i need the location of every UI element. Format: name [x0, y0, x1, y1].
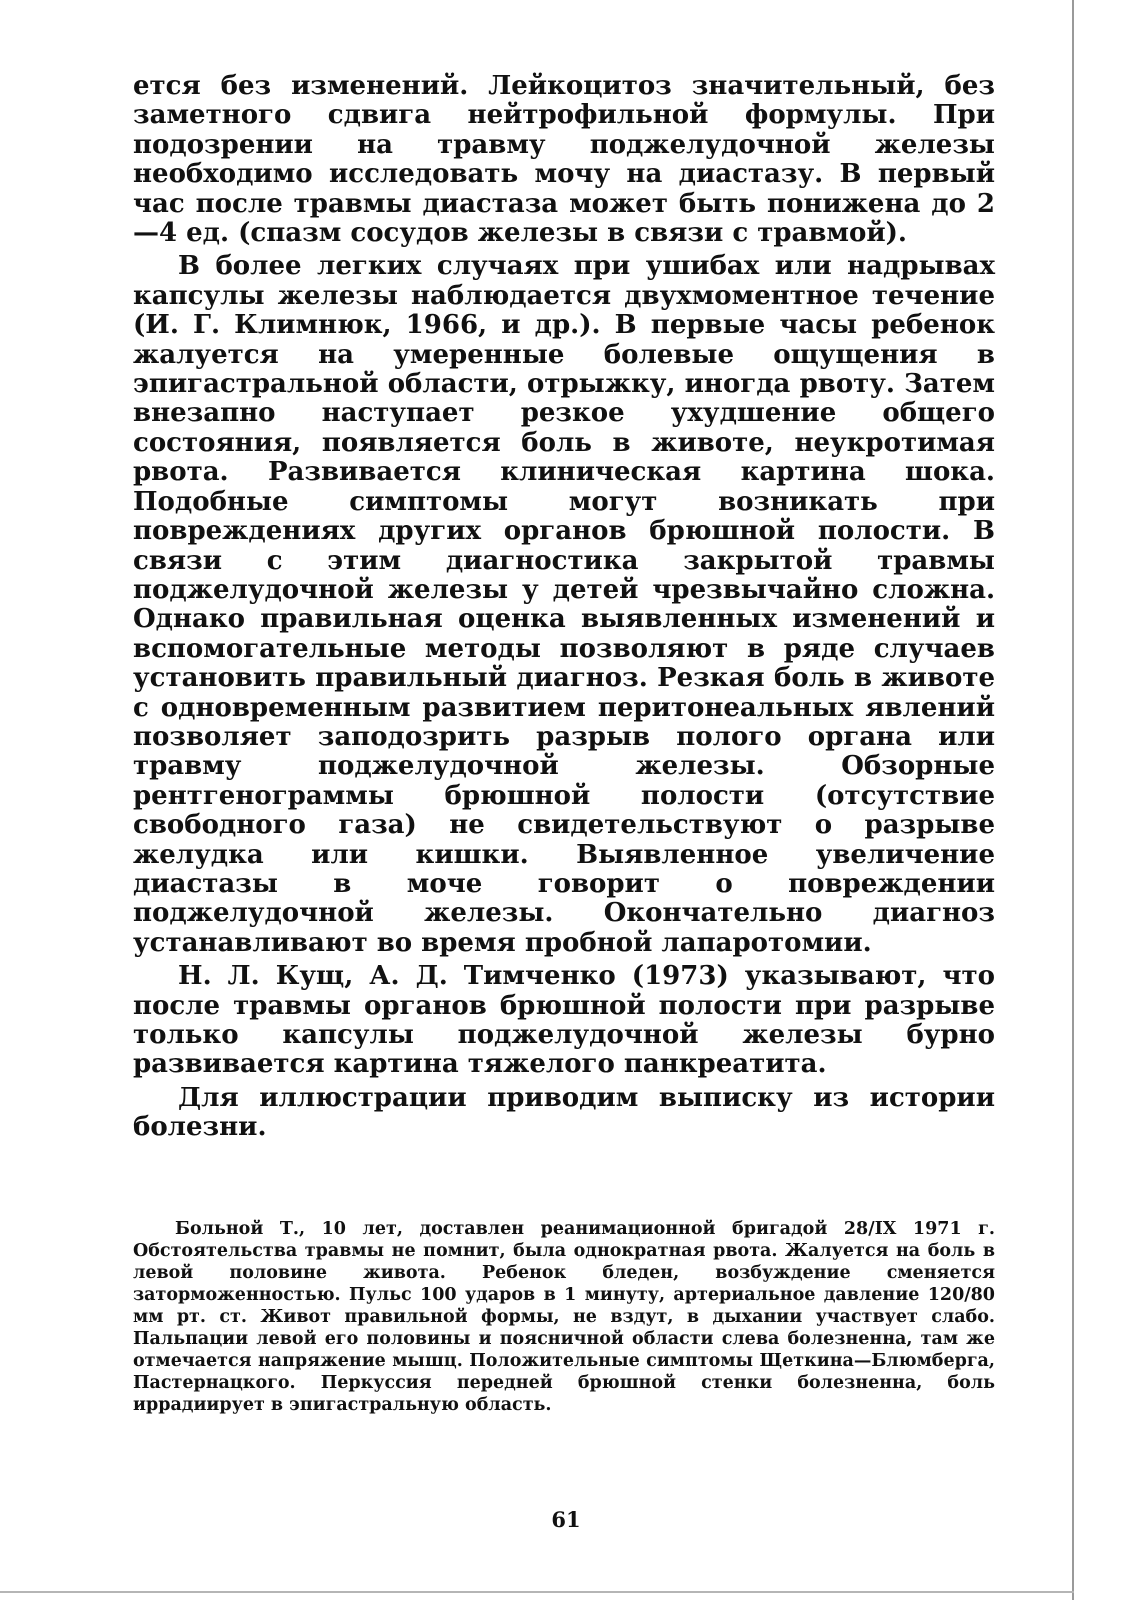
- page-edge-line: [1072, 0, 1074, 1600]
- paragraph-kushch-timchenko: Н. Л. Кущ, А. Д. Тимченко (1973) указывают, что после травмы органов брюшной полости при разрыве только капсулы поджелудочной железы бурно развивается картина тяжелого панкреатита.: [133, 961, 995, 1080]
- paragraph-clinical-course: В более легких случаях при ушибах или надрывах капсулы железы наблюдается двухмоментное течение (И. Г. Климнюк, 1966, и др.). В первые часы ребенок жалуется на умеренные болевые ощущения в эпигастральной области, отрыжку, иногда рвоту. Затем внезапно наступает резкое ухудшение общего состояния, появляется боль в животе, неукротимая рвота. Развивается клиническая картина шока. Подобные симптомы могут возникать при повреждениях других органов брюшной полости. В связи с этим диагностика закрытой травмы поджелудочной железы у детей чрезвычайно сложна. Однако правильная оценка выявленных изменений и вспомогательные методы позволяют в ряде случаев установить правильный диагноз. Резкая боль в животе с одновременным развитием перитонеальных явлений позволяет заподозрить разрыв полого органа или травму поджелудочной железы. Обзорные рентгенограммы брюшной полости (отсутствие свободного газа) не свидетельствуют о разрыве желудка или кишки. Выявленное увеличение диастазы в моче говорит о повреждении поджелудочной железы. Окончательно диагноз устанавливают во время пробной лапаротомии.: [133, 251, 995, 958]
- page-number: 61: [551, 1507, 581, 1532]
- main-text: [133, 72, 995, 1147]
- paragraph-continued: ется без изменений. Лейкоцитоз значительный, без заметного сдвига нейтрофильной формулы. При подозрении на травму поджелудочной железы необходимо исследовать мочу на диастазу. В первый час после травмы диастаза может быть понижена до 2—4 ед. (спазм сосудов железы в связи с травмой).: [133, 71, 995, 249]
- case-note-block: [133, 1218, 995, 1416]
- paragraph-illustration: Для иллюстрации приводим выписку из истории болезни.: [133, 1082, 995, 1143]
- case-note: Больной Т., 10 лет, доставлен реанимационной бригадой 28/IX 1971 г. Обстоятельства травмы не помнит, была однократная рвота. Жалуется на боль в левой половине живота. Ребенок бледен, возбуждение сменяется заторможенностью. Пульс 100 ударов в 1 минуту, артериальное давление 120/80 мм рт. ст. Живот правильной формы, не вздут, в дыхании участвует слабо. Пальпации левой его половины и поясничной области слева болезненна, там же отмечается напряжение мышц. Положительные симптомы Щеткина—Блюмберга, Пастернацкого. Перкуссия передней брюшной стенки болезненна, боль иррадиирует в эпигастральную область.: [133, 1219, 995, 1415]
- page-bottom-line: [0, 1591, 1074, 1593]
